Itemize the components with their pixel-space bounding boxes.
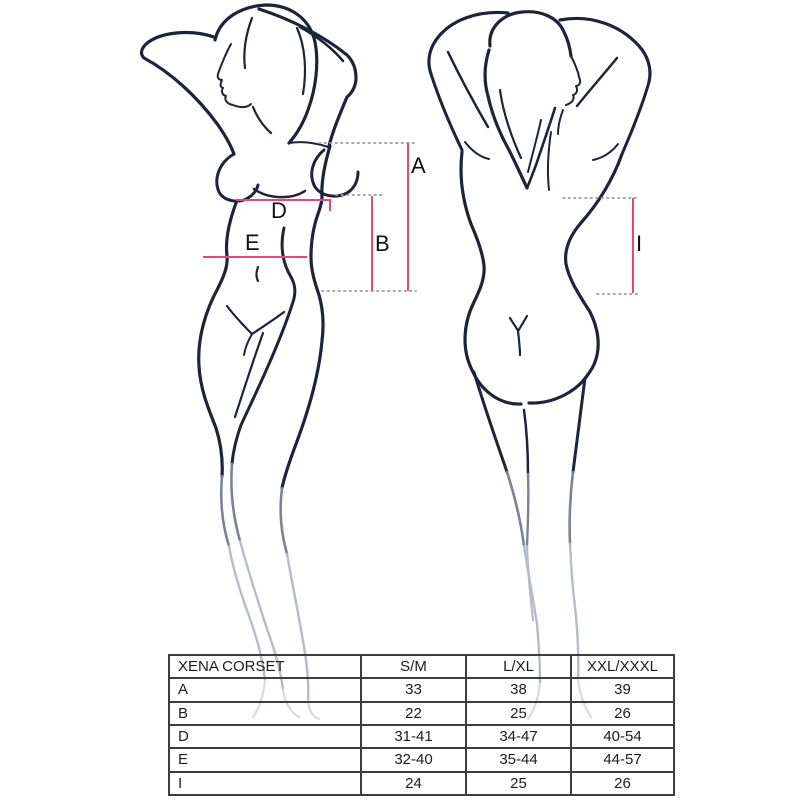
measure-label-a: A [411, 153, 426, 178]
cell-value: 38 [466, 678, 571, 701]
front-side-left [199, 203, 236, 476]
front-breast-right [312, 150, 358, 196]
front-ab-thigh-line [232, 228, 295, 464]
front-breast-left [217, 154, 258, 201]
front-neck [253, 107, 271, 133]
front-right-arm [259, 9, 356, 146]
measure-label-i: I [636, 231, 643, 256]
measure-label-d: D [271, 198, 287, 223]
back-armpit [465, 142, 489, 159]
table-row [169, 748, 674, 771]
back-left-arm-inner [448, 52, 488, 127]
cell-value: 26 [571, 772, 674, 795]
cell-value: 24 [361, 772, 466, 795]
row-label: E [169, 748, 361, 771]
cell-value: 34-47 [466, 725, 571, 748]
back-figure-legs-mid [507, 472, 573, 546]
cell-value: 26 [571, 702, 674, 725]
table-row [169, 678, 674, 701]
back-hair-strand [528, 120, 541, 172]
front-right-arm-inner [300, 27, 343, 61]
size-table [168, 654, 675, 796]
back-contour-right [529, 154, 622, 403]
cell-value: 39 [571, 678, 674, 701]
back-hair-strand [500, 90, 521, 158]
cell-value: 35-44 [466, 748, 571, 771]
back-left-arm-outer [431, 74, 462, 150]
cell-value: 40-54 [571, 725, 674, 748]
guide-dotted-lines [319, 143, 641, 294]
row-label: D [169, 725, 361, 748]
back-right-arm-inner [577, 58, 617, 106]
front-underbust [254, 189, 305, 197]
back-head-outline [490, 12, 571, 56]
cell-value: 25 [466, 702, 571, 725]
back-contour-left [461, 152, 521, 404]
back-face-profile [566, 56, 580, 105]
back-thigh-left [474, 372, 507, 472]
column-header-xxl: XXL/XXXL [571, 655, 674, 678]
back-crease [518, 316, 527, 331]
measure-label-e: E [245, 230, 260, 255]
front-hair-strand [297, 28, 305, 94]
front-crotch [227, 306, 252, 334]
front-face-profile [218, 44, 251, 107]
cell-value: 25 [466, 772, 571, 795]
front-navel [257, 267, 259, 281]
row-label: I [169, 772, 361, 795]
back-figure-illustration [429, 12, 650, 474]
back-jaw-neck [558, 110, 563, 134]
table-title-cell: XENA CORSET [169, 655, 361, 678]
cell-value: 33 [361, 678, 466, 701]
row-label: B [169, 702, 361, 725]
back-thigh-right [573, 378, 585, 472]
front-left-arm [142, 33, 234, 154]
column-header-sm: S/M [361, 655, 466, 678]
measure-label-b: B [375, 231, 390, 256]
cell-value: 32-40 [361, 748, 466, 771]
table-row [169, 725, 674, 748]
back-right-arm-outer [622, 82, 649, 154]
front-crotch [252, 312, 284, 334]
front-crotch [244, 334, 252, 355]
back-armpit [593, 144, 618, 160]
front-hair-strand [244, 18, 252, 68]
column-header-lxl: L/XL [466, 655, 571, 678]
table-row [169, 772, 674, 795]
cell-value: 44-57 [571, 748, 674, 771]
row-label: A [169, 678, 361, 701]
back-crease [518, 331, 520, 355]
cell-value: 22 [361, 702, 466, 725]
front-shoulder [289, 142, 328, 147]
back-crease [510, 318, 518, 331]
cell-value: 31-41 [361, 725, 466, 748]
table-row [169, 702, 674, 725]
front-figure-legs-mid [221, 464, 287, 554]
table-header-row [169, 655, 674, 678]
back-thigh-inner [524, 410, 528, 474]
back-spine-hint [548, 132, 551, 190]
back-left-arm [429, 12, 508, 74]
